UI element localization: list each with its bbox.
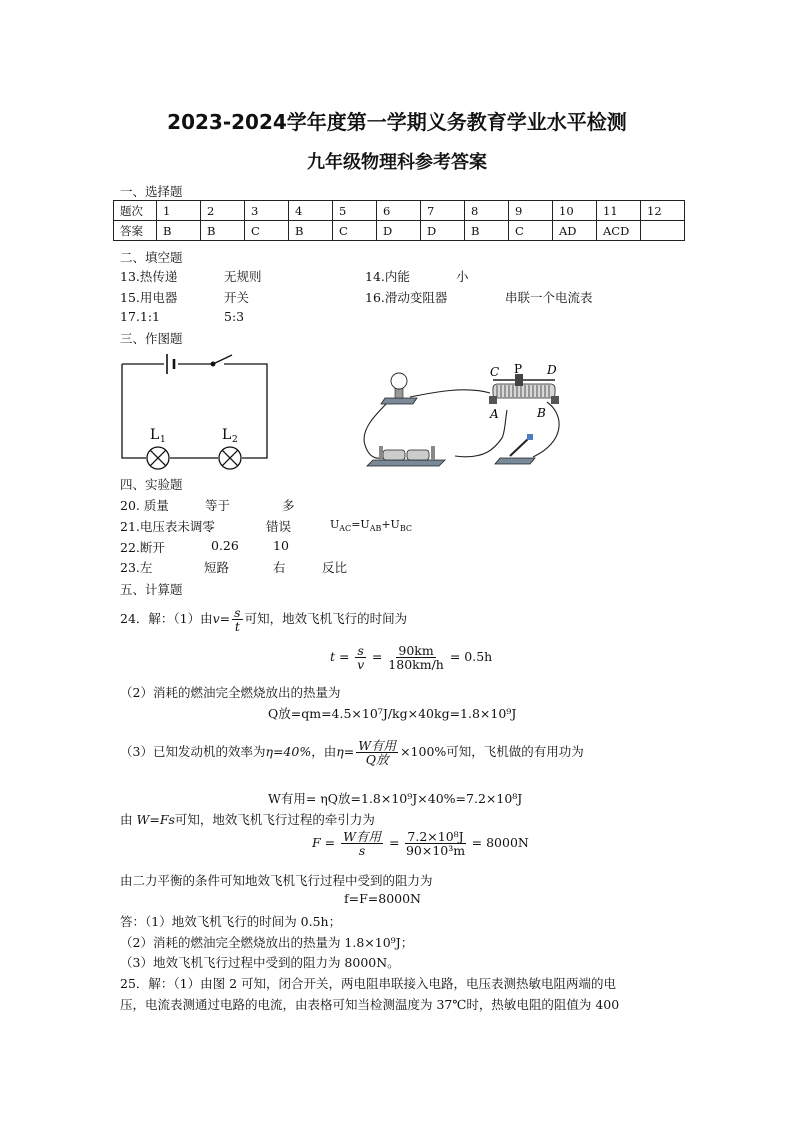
page-subtitle: 九年级物理科参考答案 [307, 152, 487, 173]
circuit-schematic [112, 348, 277, 473]
answer-23: 23.左 [120, 560, 153, 575]
table-cell-label: 题次 [114, 201, 157, 221]
answer-13b: 无规则 [224, 269, 262, 284]
table-cell: D [377, 221, 421, 241]
q24-part4: 由 W=Fs可知，地效飞机飞行过程的牵引力为 [120, 812, 375, 827]
table-cell [641, 221, 685, 241]
table-cell: 3 [245, 201, 289, 221]
answer-line-2: （2）消耗的燃油完全燃烧放出的热量为 1.8×10⁹J； [120, 935, 414, 950]
table-cell: 2 [201, 201, 245, 221]
table-cell: 1 [157, 201, 201, 221]
table-cell: B [157, 221, 201, 241]
section-heading-calc: 五、计算题 [120, 582, 183, 597]
table-cell: C [333, 221, 377, 241]
bulb-icon [381, 373, 417, 404]
answer-line-1: 答：（1）地效飞机飞行的时间为 0.5h； [120, 914, 342, 929]
table-cell: B [465, 221, 509, 241]
table-cell: 12 [641, 201, 685, 221]
answer-23c: 右 [273, 560, 286, 575]
table-cell: D [421, 221, 465, 241]
answer-13: 13.热传递 [120, 269, 178, 284]
table-cell: AD [553, 221, 597, 241]
answer-15: 15.用电器 [120, 290, 178, 305]
formula-resistance: f=F=8000N [344, 891, 421, 906]
answer-21b: 错误 [266, 519, 292, 534]
answer-21: 21.电压表未调零 [120, 519, 215, 534]
answer-15b: 开关 [224, 290, 250, 305]
answer-14b: 小 [456, 269, 469, 284]
formula-heat: Q放=qm=4.5×10⁷J/kg×40kg=1.8×10⁹J [268, 706, 517, 721]
answer-14: 14.内能 [365, 269, 410, 284]
answer-16: 16.滑动变阻器 [365, 290, 448, 305]
answer-17: 17.1:1 [120, 309, 160, 324]
q25-line-2: 压，电流表测通过电路的电流，由表格可知当检测温度为 37℃时，热敏电阻的阻值为 400 [120, 997, 620, 1012]
q25-line-1: 25．解：（1）由图 2 可知，闭合开关，两电阻串联接入电路，电压表测热敏电阻两端的电 [120, 976, 617, 991]
section-heading-fill: 二、填空题 [120, 250, 183, 265]
rheostat-icon [489, 374, 559, 404]
lamp-label-l1-sub: 1 [160, 435, 166, 445]
answer-20: 20. 质量 [120, 498, 169, 513]
lamp-label-l2: L [222, 427, 232, 443]
table-cell: C [245, 221, 289, 241]
formula-time: t = $\frac{s}{v}$ = $\frac{90km}{180km/h}$ = 0.5h [330, 643, 493, 672]
answer-20b: 等于 [205, 498, 231, 513]
q24-part2: （2）消耗的燃油完全燃烧放出的热量为 [120, 685, 341, 700]
table-cell: B [289, 221, 333, 241]
section-heading-choice: 一、选择题 [120, 184, 183, 199]
q24-part3: （3）已知发动机的效率为η=40%，由η= $\frac{\text{W有用}}{\text{Q放}}$ ×100%可知，飞机做的有用功为 [120, 738, 584, 767]
terminal-label-c: C [490, 365, 500, 379]
table-cell: 4 [289, 201, 333, 221]
answer-17b: 5:3 [224, 309, 245, 324]
table-cell: 6 [377, 201, 421, 221]
answer-20c: 多 [282, 498, 295, 513]
physical-circuit-drawing [355, 360, 575, 472]
answer-line-3: （3）地效飞机飞行过程中受到的阻力为 8000N。 [120, 955, 400, 970]
q24-intro: 24．解：（1）由v= $\frac{s}{t}$ 可知，地效飞机飞行的时间为 [120, 605, 408, 634]
table-cell: 5 [333, 201, 377, 221]
table-cell: C [509, 221, 553, 241]
page-title: 2023-2024学年度第一学期义务教育学业水平检测 [167, 110, 627, 134]
answer-table [113, 200, 685, 241]
lamp-label-l2-sub: 2 [232, 435, 238, 445]
table-cell-label: 答案 [114, 221, 157, 241]
terminal-label-d: D [547, 363, 557, 377]
formula-force: F = $\frac{\text{W有用}}{s}$ = $\frac{\text{7.2×10⁸J}}{\text{90×10³m}}$ = 8000N [312, 829, 529, 858]
table-cell: 10 [553, 201, 597, 221]
terminal-label-b: B [537, 406, 546, 420]
q24-part5: 由二力平衡的条件可知地效飞机飞行过程中受到的阻力为 [120, 873, 433, 888]
answer-23b: 短路 [204, 560, 230, 575]
table-cell: 8 [465, 201, 509, 221]
battery-icon [367, 446, 445, 466]
answer-22c: 10 [273, 538, 289, 553]
terminal-label-a: A [490, 407, 499, 421]
answer-21c: $U_{AC}=U_{AB}+U_{BC}$ [330, 518, 412, 534]
slider-label-p: P [514, 362, 523, 376]
formula-work: W有用= ηQ放=1.8×10⁹J×40%=7.2×10⁸J [268, 791, 523, 806]
table-cell: ACD [597, 221, 641, 241]
table-cell: 11 [597, 201, 641, 221]
lamp-label-l1: L [150, 427, 160, 443]
table-cell: 9 [509, 201, 553, 221]
table-row-numbers [114, 201, 685, 221]
answer-23d: 反比 [322, 560, 348, 575]
table-cell: 7 [421, 201, 465, 221]
answer-16b: 串联一个电流表 [505, 290, 593, 305]
section-heading-drawing: 三、作图题 [120, 331, 183, 346]
table-row-answers [114, 221, 685, 241]
answer-22b: 0.26 [211, 538, 239, 553]
answer-22: 22.断开 [120, 540, 165, 555]
table-cell: B [201, 221, 245, 241]
section-heading-experiment: 四、实验题 [120, 477, 183, 492]
